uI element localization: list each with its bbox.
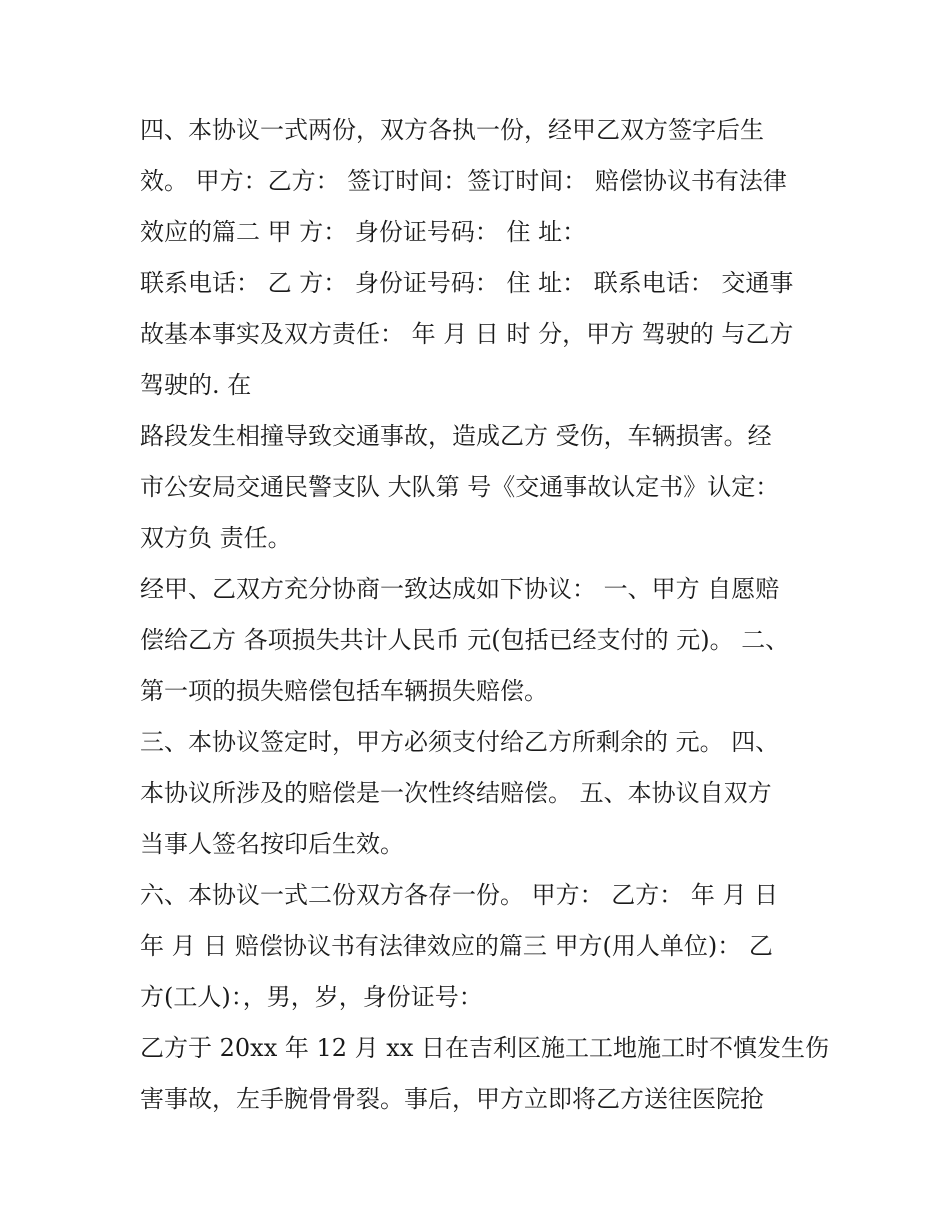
paragraph-7 [140,1023,829,1125]
text-line: 偿给乙方 各项损失共计人民币 元(包括已经支付的 元)。 二、 [140,626,790,654]
text-line: 方(工人)：，男，岁，身份证号： [140,983,483,1011]
text-line: 害事故，左手腕骨骨裂。事后，甲方立即将乙方送往医院抢 [140,1085,764,1113]
text-line: 六、本协议一式二份双方各存一份。 甲方： 乙方： 年 月 日 [140,881,779,909]
text-line: 年 月 日 赔偿协议书有法律效应的篇三 甲方(用人单位)： 乙 [140,932,773,960]
text-line: 效。 甲方：乙方： 签订时间：签订时间： 赔偿协议书有法律 [140,167,787,195]
paragraph-2 [140,258,820,411]
paragraph-6 [140,870,820,1023]
paragraph-4 [140,564,820,717]
text-line: 驾驶的. 在 [140,371,252,399]
text-line: 市公安局交通民警支队 大队第 号《交通事故认定书》认定： [140,473,780,501]
document-body [140,105,829,1125]
text-line: 三、本协议签定时，甲方必须支付给乙方所剩余的 元。 四、 [140,728,780,756]
paragraph-3 [140,411,820,564]
text-line: 乙方于 20xx 年 12 月 xx 日在吉利区施工工地施工时不慎发生伤 [140,1034,829,1062]
text-line: 当事人签名按印后生效。 [140,830,404,858]
text-line: 双方负 责任。 [140,524,292,552]
text-line: 联系电话： 乙 方： 身份证号码： 住 址： 联系电话： 交通事 [140,269,794,297]
paragraph-5 [140,717,820,870]
text-line: 路段发生相撞导致交通事故，造成乙方 受伤，车辆损害。经 [140,422,772,450]
text-line: 第一项的损失赔偿包括车辆损失赔偿。 [140,677,548,705]
paragraph-1 [140,105,820,258]
text-line: 经甲、乙双方充分协商一致达成如下协议： 一、甲方 自愿赔 [140,575,780,603]
text-line: 效应的篇二 甲 方： 身份证号码： 住 址： [140,218,587,246]
text-line: 四、本协议一式两份，双方各执一份，经甲乙双方签字后生 [140,116,764,144]
text-line: 本协议所涉及的赔偿是一次性终结赔偿。 五、本协议自双方 [140,779,772,807]
text-line: 故基本事实及双方责任： 年 月 日 时 分，甲方 驾驶的 与乙方 [140,320,794,348]
